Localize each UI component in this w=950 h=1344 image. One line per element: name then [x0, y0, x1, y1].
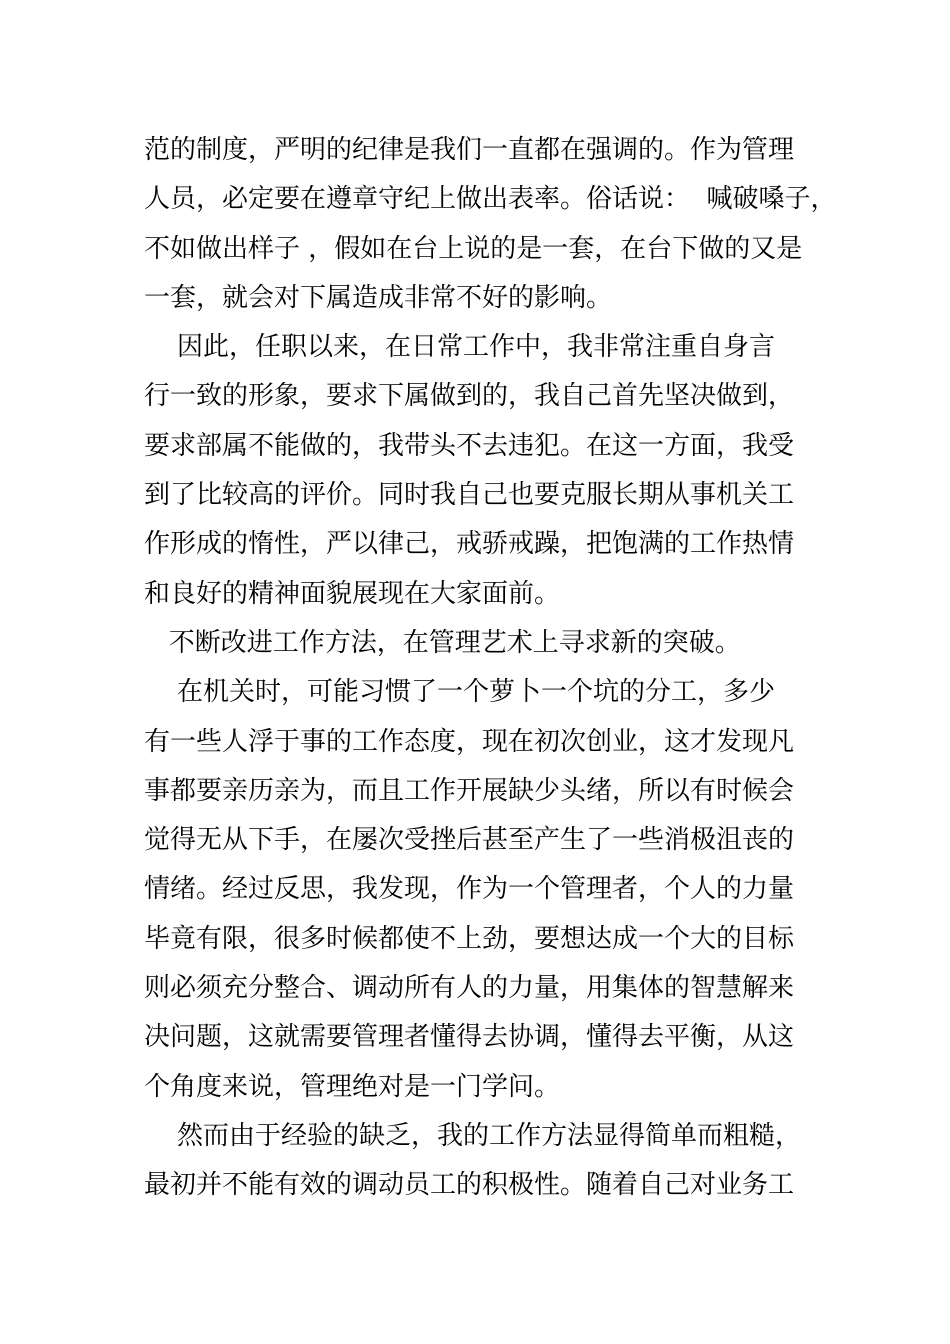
text-line: 毕竟有限，很多时候都使不上劲，要想达成一个大的目标: [144, 923, 795, 954]
body-text: [144, 126, 837, 1211]
text-line: 最初并不能有效的调动员工的积极性。随着自己对业务工: [144, 1170, 795, 1201]
text-line: 事都要亲历亲为，而且工作开展缺少头绪，所以有时候会: [144, 775, 795, 806]
text-line: 决问题，这就需要管理者懂得去协调，懂得去平衡，从这: [144, 1022, 795, 1053]
text-line: 到了比较高的评价。同时我自己也要克服长期从事机关工: [144, 480, 795, 511]
text-line: 一套，就会对下属造成非常不好的影响。: [144, 282, 613, 313]
text-line: 不断改进工作方法，在管理艺术上寻求新的突破。: [144, 627, 741, 658]
text-line: 人员，必定要在遵章守纪上做出表率。俗话说： 喊破嗓子，: [144, 184, 837, 215]
text-line: 要求部属不能做的，我带头不去违犯。在这一方面，我受: [144, 430, 795, 461]
text-line: 然而由于经验的缺乏，我的工作方法显得简单而粗糙，: [144, 1120, 802, 1151]
text-line: 个角度来说，管理绝对是一门学问。: [144, 1071, 561, 1102]
text-line: 范的制度，严明的纪律是我们一直都在强调的。作为管理: [144, 135, 795, 165]
text-line: 因此，任职以来，在日常工作中，我非常注重自身言: [144, 332, 776, 363]
text-line: 作形成的惰性，严以律己，戒骄戒躁，把饱满的工作热情: [144, 529, 795, 560]
text-line: 有一些人浮于事的工作态度，现在初次创业，这才发现凡: [144, 726, 795, 757]
text-line: 情绪。经过反思，我发现，作为一个管理者，个人的力量: [144, 874, 795, 905]
text-line: 行一致的形象，要求下属做到的，我自己首先坚决做到，: [144, 381, 795, 412]
text-line: 觉得无从下手，在屡次受挫后甚至产生了一些消极沮丧的: [144, 825, 795, 856]
text-line: 则必须充分整合、调动所有人的力量，用集体的智慧解来: [144, 973, 795, 1004]
text-line: 不如做出样子 ，假如在台上说的是一套，在台下做的又是: [144, 233, 803, 264]
text-line: 和良好的精神面貌展现在大家面前。: [144, 578, 561, 609]
text-line: 在机关时，可能习惯了一个萝卜一个坑的分工，多少: [144, 677, 776, 708]
